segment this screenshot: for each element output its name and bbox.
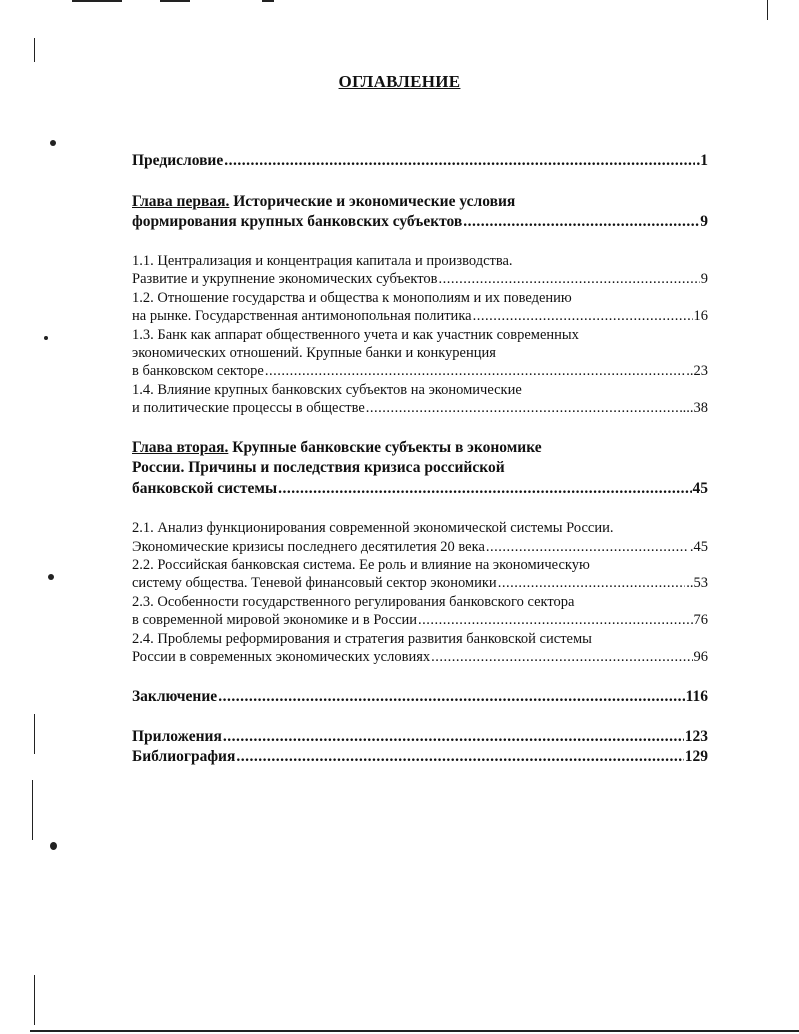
punch-hole-mark xyxy=(50,842,57,850)
section-title: 1.3. Банк как аппарат общественного учета и как участник современных xyxy=(132,327,579,343)
toc-entry-section[interactable] xyxy=(132,399,708,417)
toc-entry-label: Библиография xyxy=(132,748,236,765)
dot-leader xyxy=(236,748,683,766)
toc-entry-section[interactable] xyxy=(132,630,708,648)
section-title: 1.1. Централизация и концентрация капитала и производства. xyxy=(132,253,513,269)
toc-entry-section[interactable] xyxy=(132,326,708,344)
dot-leader xyxy=(224,152,695,170)
section-title: в банковском секторе xyxy=(132,363,264,379)
toc-entry-section[interactable] xyxy=(132,648,708,666)
section-title: в современной мировой экономике и в России xyxy=(132,612,418,628)
toc-entry-section[interactable] xyxy=(132,362,708,380)
dot-leader xyxy=(473,307,693,325)
toc-entry-label: Приложения xyxy=(132,728,222,745)
toc-entry-label: Предисловие xyxy=(132,152,224,169)
toc-page-number: 123 xyxy=(684,728,708,745)
chapter-heading[interactable] xyxy=(132,193,708,211)
toc-entry-appendices[interactable] xyxy=(132,728,708,746)
toc-page-number: 76 xyxy=(693,612,708,628)
punch-hole-mark xyxy=(50,140,56,146)
section-title: на рынке. Государственная антимонопольная политика xyxy=(132,308,472,324)
toc-page-number: ..53 xyxy=(686,575,708,591)
dot-leader xyxy=(418,611,692,629)
dot-leader xyxy=(223,728,684,746)
section-title: систему общества. Теневой финансовый сектор экономики xyxy=(132,575,497,591)
scan-artifact xyxy=(30,1030,799,1032)
toc-entry-section[interactable] xyxy=(132,289,708,307)
toc-entry-section[interactable] xyxy=(132,270,708,288)
scan-artifact xyxy=(34,714,35,754)
toc-entry-section[interactable] xyxy=(132,611,708,629)
toc-page-number: 45 xyxy=(692,480,708,497)
chapter-heading[interactable] xyxy=(132,439,708,457)
section-title: 1.2. Отношение государства и общества к монополиям и их поведению xyxy=(132,290,572,306)
section-title: 2.2. Российская банковская система. Ее роль и влияние на экономическую xyxy=(132,557,590,573)
chapter-heading[interactable] xyxy=(132,459,708,477)
dot-leader xyxy=(265,362,685,380)
dot-leader xyxy=(463,213,699,231)
section-title: 2.3. Особенности государственного регулирования банковского сектора xyxy=(132,594,575,610)
section-title: Развитие и укрупнение экономических субъектов xyxy=(132,271,438,287)
toc-page-number: 9 xyxy=(700,271,708,287)
dot-leader xyxy=(431,648,692,666)
toc-entry-section[interactable] xyxy=(132,252,708,270)
dot-leader xyxy=(486,538,689,556)
section-title: экономических отношений. Крупные банки и конкуренция xyxy=(132,345,496,361)
chapter-title: Исторические и экономические условия xyxy=(229,193,516,210)
dot-leader xyxy=(278,480,691,498)
scan-artifact xyxy=(262,0,274,2)
toc-page-number: 129 xyxy=(684,748,708,765)
section-title: 2.1. Анализ функционирования современной экономической системы России. xyxy=(132,520,614,536)
toc-entry-section[interactable] xyxy=(132,574,708,592)
toc-entry-section[interactable] xyxy=(132,344,708,362)
chapter-prefix: Глава первая. xyxy=(132,193,230,210)
chapter-prefix: Глава вторая. xyxy=(132,439,229,456)
toc-page-number: 9 xyxy=(700,213,708,230)
section-title: 1.4. Влияние крупных банковских субъектов на экономические xyxy=(132,382,522,398)
scan-artifact xyxy=(72,0,122,2)
toc-entry-conclusion[interactable] xyxy=(132,688,708,706)
scan-artifact xyxy=(767,0,768,20)
scan-artifact xyxy=(34,975,35,1025)
toc-entry-section[interactable] xyxy=(132,538,708,556)
dot-leader xyxy=(439,270,700,288)
toc-entry-bibliography[interactable] xyxy=(132,748,708,766)
chapter-title: формирования крупных банковских субъектов xyxy=(132,213,463,230)
punch-hole-mark xyxy=(44,336,48,340)
section-title: Экономические кризисы последнего десятилетия 20 века xyxy=(132,539,485,555)
dot-leader xyxy=(366,399,682,417)
scan-artifact xyxy=(32,780,33,840)
toc-entry-section[interactable] xyxy=(132,307,708,325)
toc-page-number: 96 xyxy=(693,649,708,665)
toc-entry-label: Заключение xyxy=(132,688,218,705)
punch-hole-mark xyxy=(48,574,54,580)
toc-entry-preface[interactable] xyxy=(132,152,708,170)
toc-entry-section[interactable] xyxy=(132,593,708,611)
chapter-title: Крупные банковские субъекты в экономике xyxy=(228,439,542,456)
dot-leader xyxy=(218,688,684,706)
toc-page-number: ..23 xyxy=(686,363,708,379)
scan-artifact xyxy=(160,0,190,2)
section-title: и политические процессы в обществе xyxy=(132,400,365,416)
toc-entry-section[interactable] xyxy=(132,381,708,399)
toc-page-number: 116 xyxy=(685,688,708,705)
toc-entry-section[interactable] xyxy=(132,556,708,574)
chapter-title: банковской системы xyxy=(132,480,278,497)
toc-entry-chapter-2[interactable] xyxy=(132,480,708,498)
chapter-title: России. Причины и последствия кризиса российской xyxy=(132,459,505,476)
section-title: России в современных экономических условиях xyxy=(132,649,431,665)
dot-leader xyxy=(498,574,686,592)
toc-page-number: ...38 xyxy=(682,400,708,416)
toc-page-number: .1 xyxy=(696,152,708,169)
toc-page-number: .45 xyxy=(689,539,708,555)
section-title: 2.4. Проблемы реформирования и стратегия развития банковской системы xyxy=(132,631,592,647)
scan-artifact xyxy=(34,38,35,62)
page-title: ОГЛАВЛЕНИЕ xyxy=(338,72,461,91)
toc-entry-chapter-1[interactable] xyxy=(132,213,708,231)
toc-entry-section[interactable] xyxy=(132,519,708,537)
toc-page-number: 16 xyxy=(693,308,708,324)
